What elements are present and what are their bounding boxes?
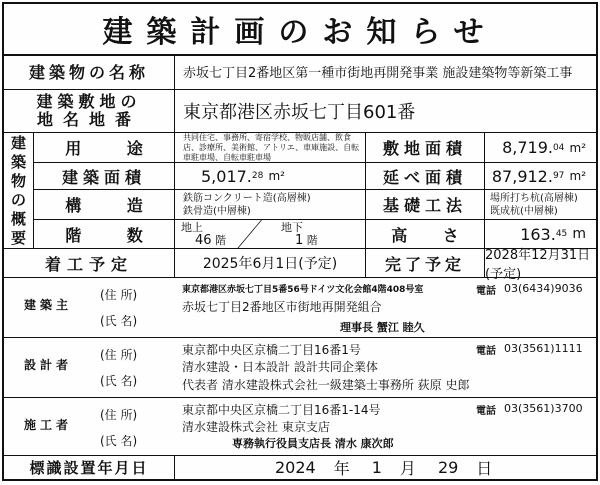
designer-rep: 代表者 清水建設株式会社一級建築士事務所 荻原 史郎 (182, 378, 470, 392)
posted-day-unit: 日 (476, 459, 493, 478)
building-overview-label (4, 133, 34, 249)
height-unit: m (572, 226, 586, 242)
site-area-cell (484, 133, 596, 162)
structure-value-line2: 鉄骨造(中層棟) (183, 205, 251, 217)
floors-below-value: 1 (295, 233, 304, 248)
use-label: 用 途 (65, 139, 143, 158)
row-site-address (4, 90, 596, 133)
foundation-label: 基礎工法 (365, 190, 484, 219)
site-area-decimal: 04 (552, 142, 565, 153)
posted-year-unit: 年 (333, 459, 350, 478)
floors-above-value: 46 (195, 233, 212, 248)
designer-name: 清水建設・日本設計 設計共同企業体 (182, 360, 378, 374)
floors-below-unit: 階 (306, 234, 318, 247)
designer-address: 東京都中央区京橋二丁目16番1号 (182, 343, 361, 357)
posted-month: 1 (371, 458, 382, 477)
designer-phone: 03(3561)1111 (504, 342, 583, 355)
floors-below-group (281, 221, 318, 247)
site-address-label (4, 90, 174, 132)
contractor-phone: 03(3561)3700 (504, 402, 583, 415)
site-area-value: 8,719. (502, 138, 553, 157)
contractor-name: 清水建設株式会社 東京支店 (182, 420, 330, 434)
site-address-value: 東京都港区赤坂七丁目601番 (174, 90, 596, 132)
floors-below-label: 地下 (281, 221, 303, 234)
posted-date-value (174, 456, 596, 479)
contractor-phone-label: 電話 (476, 406, 496, 417)
foundation-value-line1: 場所打ち杭(高層棟) (490, 192, 578, 204)
posted-year: 2024 (275, 458, 316, 477)
notice-title: 建築計画のお知らせ (4, 4, 596, 56)
total-area-cell (484, 163, 596, 189)
building-area-label: 建築面積 (61, 167, 146, 187)
finish-label: 完了予定 (365, 249, 484, 277)
overview-char: 概 (10, 209, 26, 228)
designer-addr-label: (住 所) (100, 348, 138, 362)
contractor-name-label: (氏 名) (100, 434, 138, 448)
notice-board (2, 2, 598, 481)
overview-char: 建 (10, 133, 26, 152)
row-owner (4, 278, 596, 338)
total-area-label: 延べ面積 (365, 163, 484, 189)
structure-value-line1: 鉄筋コンクリート造(高層棟) (183, 192, 311, 204)
designer-role: 設計者 (24, 358, 73, 372)
overview-char: の (10, 190, 26, 209)
row-schedule (4, 248, 596, 282)
owner-phone-label: 電話 (476, 286, 496, 297)
designer-name-label: (氏 名) (100, 374, 138, 388)
start-value: 2025年6月1日(予定) (174, 249, 365, 277)
contractor-addr-label: (住 所) (100, 408, 138, 422)
height-decimal: 45 (555, 229, 568, 239)
building-area-value: 5,017. (201, 166, 252, 186)
posted-date-label: 標識設置年月日 (29, 459, 149, 477)
structure-value (174, 190, 365, 219)
floors-above-label: 地上 (181, 221, 203, 234)
total-area-decimal: 97 (552, 171, 565, 181)
foundation-value-line2: 既成杭(中層棟) (490, 205, 558, 217)
row-building-name (4, 54, 596, 90)
finish-value: 2028年12月31日(予定) (484, 249, 596, 277)
overview-char: 物 (10, 171, 26, 190)
floors-above-group (181, 221, 226, 247)
site-address-label-line2: 地名地番 (36, 110, 141, 129)
building-area-unit: m² (268, 169, 285, 183)
contractor-address: 東京都中央区京橋二丁目16番1-14号 (182, 403, 381, 417)
floors-label: 階 数 (65, 225, 143, 245)
site-area-unit: m² (569, 140, 586, 155)
building-name-value: 赤坂七丁目2番地区第一種市街地再開発事業 施設建築物等新築工事 (174, 54, 596, 89)
owner-address: 東京都港区赤坂七丁目5番56号ドイツ文化会館4階408号室 (182, 285, 424, 295)
row-posted-date (4, 456, 596, 479)
contractor-rep: 専務執行役員支店長 清水 康次郎 (232, 437, 394, 450)
owner-name: 赤坂七丁目2番地区市街地再開発組合 (182, 300, 382, 314)
owner-addr-label: (住 所) (100, 288, 138, 302)
foundation-value (484, 190, 596, 219)
height-value: 163. (520, 224, 556, 244)
row-use (34, 133, 596, 163)
row-contractor (4, 398, 596, 456)
total-area-value: 87,912. (491, 166, 553, 186)
designer-phone-label: 電話 (476, 346, 496, 357)
site-address-label-line1: 建築敷地の (36, 92, 142, 111)
owner-rep: 理事長 蟹江 睦久 (340, 321, 425, 334)
overview-char: 築 (10, 152, 26, 171)
row-building-area (34, 163, 596, 190)
floors-cell (174, 220, 365, 248)
overview-char: 要 (10, 228, 26, 247)
structure-label: 構 造 (65, 196, 143, 215)
owner-name-label: (氏 名) (100, 314, 138, 328)
owner-role: 建築主 (24, 298, 73, 312)
start-label: 着工予定 (44, 254, 133, 274)
row-structure (34, 190, 596, 220)
height-label: 高 さ (365, 220, 484, 248)
floors-divider (237, 220, 262, 249)
building-area-cell (174, 163, 365, 189)
contractor-role: 施工者 (24, 418, 73, 432)
building-area-decimal: 28 (251, 171, 264, 181)
posted-day: 29 (437, 458, 459, 477)
owner-phone: 03(6434)9036 (504, 282, 583, 295)
posted-month-unit: 月 (399, 459, 416, 478)
row-designer (4, 338, 596, 398)
floors-above-unit: 階 (215, 234, 227, 247)
total-area-unit: m² (569, 169, 586, 183)
building-name-label: 建築物の名称 (28, 63, 149, 82)
use-value: 共同住宅、事務所、寄宿学校、物販店舗、飲食店、診療所、美術館、アトリエ、車庫施設、自転車駐車場、自転車駐車場 (174, 133, 365, 162)
site-area-label: 敷地面積 (365, 133, 484, 162)
